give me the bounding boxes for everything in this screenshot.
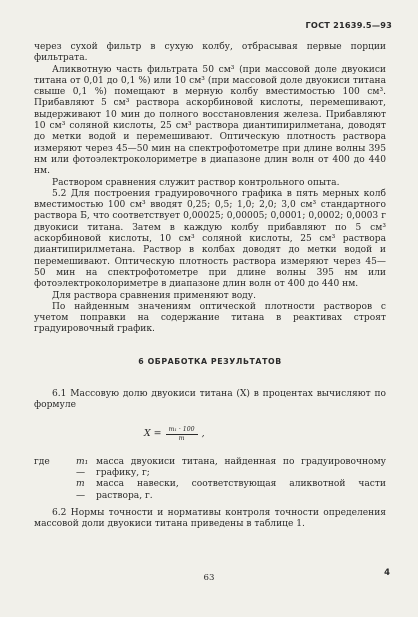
formula-tail: , — [201, 428, 205, 440]
paragraph-reference-solution: Раствором сравнения служит раствор контрольного опыта. — [52, 177, 340, 188]
paragraph-aliquot: Аликвотную часть фильтрата 50 см³ (при массовой доле двуокиси титана от 0,01 до 0,1 %) или 10 см³ (при массовой доле двуокиси титана свыше 0,1 %) помещают в мерную колбу вместимостью 100 см³. Прибавляют 5 см³ раствора аскорбиновой кислоты, перемешивают, выдерживают 10 мин до полного восстановления железа. Прибавляют 10 см³ соляной кислоты, 25 см³ раствора диантипирилметана, доводят до метки водой и перемешивают. Оптическую плотность раствора измеряют через 45—50 мин на спектрофотометре при длине волны 395 нм или фотоэлектроколориметре в диапазоне длин волн от 400 до 440 нм. — [34, 64, 386, 177]
definition-where: где — [34, 456, 50, 467]
formula-numerator: m₁ · 100 — [166, 426, 198, 435]
formula-denominator: m — [178, 434, 185, 442]
section-title: 6 ОБРАБОТКА РЕЗУЛЬТАТОВ — [138, 356, 282, 366]
formula — [144, 426, 386, 443]
paragraph-formula-intro: 6.1 Массовую долю двуокиси титана (X) в процентах вычисляют по формуле — [34, 389, 386, 411]
paragraph-graph: По найденным значениям оптической плотности растворов с учетом поправки на содержание титана в реактивах строят градуировочный график. — [34, 301, 386, 335]
definition-m-symbol: m — — [76, 479, 86, 501]
definition-m1 — [34, 457, 386, 480]
body-text — [34, 42, 386, 530]
definition-m-text: масса навески, соответствующая аликвотной части раствора, г. — [96, 479, 386, 501]
paragraph-calibration: 5.2 Для построения градуировочного графика в пять мерных колб вместимостью 100 см³ вводят 0,25; 0,5; 1,0; 2,0; 3,0 см³ стандартного раствора Б, что соответствует 0,00025; 0,00005; 0,0001; 0,0002; 0,0003 г двуокиси титана. Затем в каждую колбу прибавляют по 5 см³ аскорбиновой кислоты, 10 см³ соляной кислоты, 25 см³ раствора диантипирилметана. Раствор в колбах доводят до метки водой и перемешивают. Оптическую плотность раствора измеряют через 45—50 мин на спектрофотометре при длине волны 395 нм или фотоэлектроколориметре в диапазоне длин волн от 400 до 440 нм. — [34, 188, 386, 290]
paragraph-reference-water: Для раствора сравнения применяют воду. — [52, 290, 257, 301]
definition-m1-text: масса двуокиси титана, найденная по градуировочному графику, г; — [96, 456, 386, 478]
formula-lhs: X = — [144, 428, 162, 440]
paragraph-continuation: через сухой фильтр в сухую колбу, отбрасывая первые порции фильтрата. — [34, 42, 386, 64]
page-label: 63 — [203, 573, 215, 583]
formula-fraction — [166, 426, 198, 443]
standard-code: ГОСТ 21639.5—93 — [305, 20, 392, 30]
definition-m1-symbol: m₁ — — [76, 456, 89, 478]
definition-m — [34, 479, 386, 502]
paragraph-norms: 6.2 Нормы точности и нормативы контроля точности определения массовой доли двуокиси титана приведены в таблице 1. — [34, 507, 386, 530]
corner-number: 4 — [384, 567, 390, 577]
